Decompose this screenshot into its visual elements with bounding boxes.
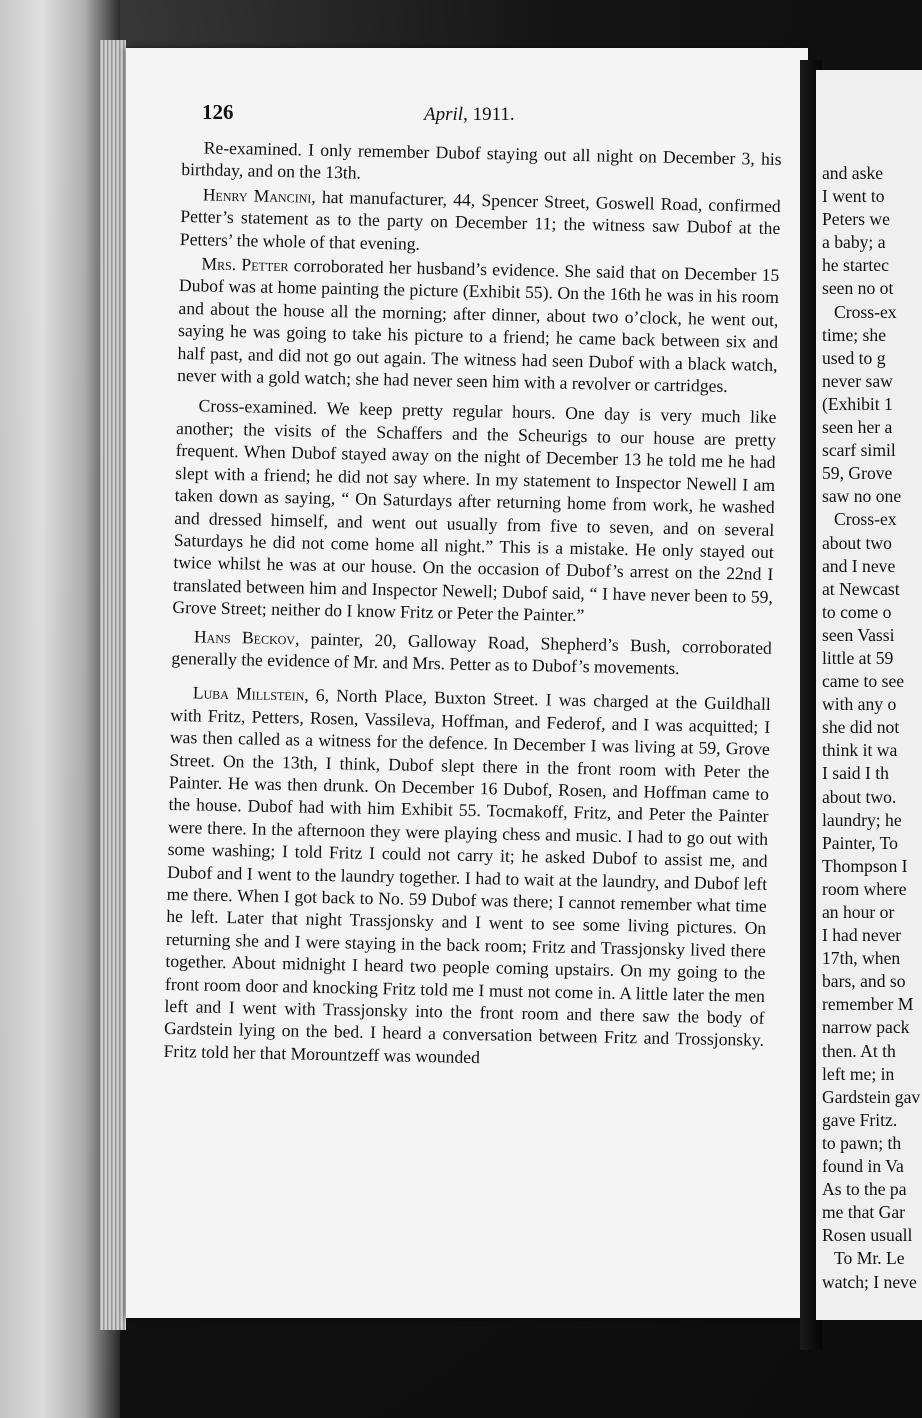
witness-name: Mrs. Petter [201,253,289,276]
page-header [202,100,778,130]
right-page-line: narrow pack [822,1017,910,1038]
right-page-line: to pawn; th [822,1132,902,1153]
right-page-line: at Newcast [822,578,900,599]
right-page-text [822,162,922,1294]
right-page-line: seen her a [822,417,893,438]
paragraph-text: , painter, 20, Galloway Road, Shepherd’s Bush, corroborated generally the evidence of Mr. and Mrs. Petter as to Dubof’s movements. [171,627,773,679]
witness-name: Luba Millstein [192,682,305,705]
right-page-line: to come o [822,601,892,622]
right-page-line: seen no ot [822,278,894,299]
right-page-line: To Mr. Le [834,1248,905,1269]
paragraph [177,252,780,398]
paragraph [171,624,772,681]
right-page-line: a baby; a [822,232,886,253]
paragraph [180,183,781,262]
right-page-line: (Exhibit 1 [822,393,893,414]
right-page-line: Cross-ex [834,301,897,322]
right-page-line: about two. [822,786,897,807]
paragraph [163,681,771,1074]
right-page-line: 17th, when [822,948,901,969]
right-page-line: and aske [822,163,884,183]
right-page-line: she did not [822,717,900,738]
right-page-line: think it wa [822,740,898,761]
running-head-year: , 1911. [463,104,515,125]
witness-name: Henry Mancini [202,184,312,207]
right-page-fragment [816,70,922,1320]
right-page-line: seen Vassi [822,624,895,645]
paragraph [172,394,776,630]
right-page-line: never saw [822,370,893,391]
right-page-line: then. At th [822,1040,896,1061]
right-page-line: used to g [822,347,886,368]
right-page-line: remember M [822,994,914,1015]
paragraph-text: , hat manufacturer, 44, Spencer Street, Goswell Road, confirmed Petter’s statement as to the party on December 11; the witness saw Dubof at the Petters’ the whole of that evening. [179,186,781,254]
right-page-line: about two [822,532,892,553]
right-page-line: 59, Grove [822,463,893,484]
right-page-line: room where [822,878,907,899]
right-page-line: he startec [822,255,889,276]
right-page-line: gave Fritz. [822,1109,898,1130]
body-text [163,136,781,1074]
right-page-line: Peters we [822,209,890,230]
right-page-line: Thompson I [822,855,908,876]
paragraph-text: , 6, North Place, Buxton Street. I was charged at the Guildhall with Fritz, Petters, Rosen, Vassileva, Hoffman, and Federof, and I was acquitted; I was then called as a witness for the defence. In December I was living at 59, Grove Street. On the 13th, I think, Dubof slept there in the front room with Peter the Painter. He was then drunk. On December 16 Dubof, Rosen, and Hoffman came to the house. Dubof had with him Exhibit 55. Tocmakoff, Fritz, and Peter the Painter were there. In the afternoon they were playing chess and music. I had to go out with some washing; I told Fritz I could not carry it; he asked Dubof to assist me, and Dubof and I went to the laundry together. I had to wait at the laundry, and Dubof left me there. When I got back to No. 59 Dubof was there; I cannot remember what time he left. Later that night Trassjonsky and I went to see some living pictures. On returning she and I were staying in the back room; Fritz and Trassjonsky lived there together. About midnight I heard two people coming upstairs. On my going to the front room door and knocking Fritz told me I must not come in. A little later the men left and I went with Trassjonsky into the front room and there saw the body of Gardstein lying on the bed. I heard a conversation between Fritz and Trossjonsky. Fritz told her that Morountzeff was wounded [163,684,771,1068]
right-page-line: me that Gar [822,1202,906,1223]
right-page-line: I said I th [822,763,889,784]
right-page-line: Cross-ex [834,509,897,530]
right-page-line: an hour or [822,902,895,922]
right-page-line: left me; in [822,1063,895,1084]
right-page-line: As to the pa [822,1179,907,1200]
running-head [424,104,515,126]
right-page-line: time; she [822,324,887,345]
right-page-line: and I neve [822,555,896,576]
right-page-line: came to see [822,671,905,692]
right-page-line: I went to [822,186,885,207]
witness-name: Hans Beckov [193,625,296,648]
page-number: 126 [202,100,234,124]
right-page-line: found in Va [822,1156,904,1177]
right-page-line: Painter, To [822,832,898,853]
paragraph-text: Re-examined. I only remember Dubof staying out all night on December 3, his birthday, and on the 13th. [181,137,782,184]
right-page-line: scarf simil [822,440,896,461]
right-page-line: little at 59 [822,647,894,668]
right-page-line: Rosen usuall [822,1225,913,1246]
page-stack-edge [100,40,126,1330]
right-page-line: I had never [822,925,902,946]
right-page-line: watch; I neve [822,1271,917,1292]
running-head-month: April [424,104,464,125]
right-page-line: laundry; he [822,809,902,830]
right-page-line: bars, and so [822,971,906,992]
paragraph-text: Cross-examined. We keep pretty regular hours. One day is very much like another; the visits of the Schaffers and the Scheurigs to our house are pretty frequent. When Dubof stayed away on the night of December 13 he told me he had slept with a friend; he did not say where. In my statement to Inspector Newell I am taken down as saying, “ On Saturdays after returning home from work, he washed and dressed himself, and went out usually from five to seven, and on several Saturdays he did not come home all night.” This is a mistake. He only stayed out twice whilst he was at our house. On the occasion of Dubof’s arrest on the 22nd I translated between him and Inspector Newell; Dubof said, “ I have never been to 59, Grove Street; neither do I know Fritz or Peter the Painter.” [172,395,777,626]
paragraph-text: corroborated her husband’s evidence. She said that on December 15 Dubof was at home painting the picture (Exhibit 55). On the 16th he was in his room and about the house all the morning; after dinner, about two o’clock, he went out, saying he was going to take his picture to a friend; he came back between six and half past, and did not go out again. The witness had seen Dubof with a black watch, never with a gold watch; she had never seen him with a revolver or cartridges. [177,255,780,397]
right-page-line: Gardstein gav [822,1086,921,1107]
right-page-line: saw no one [822,486,902,507]
right-page-line: with any o [822,694,897,715]
left-page [126,48,808,1318]
